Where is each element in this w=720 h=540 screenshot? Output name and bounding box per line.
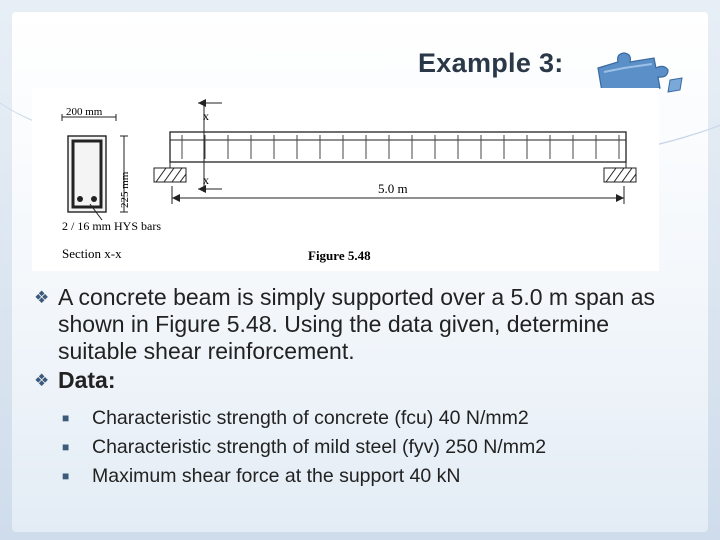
diamond-bullet-icon: ❖ — [34, 371, 50, 390]
beam-elevation — [154, 99, 636, 204]
span-label: 5.0 m — [378, 181, 408, 196]
list-item — [62, 404, 674, 433]
figure-caption: Figure 5.48 — [308, 248, 371, 263]
list-item-text: Maximum shear force at the support 40 kN — [92, 465, 461, 487]
list-item — [62, 462, 674, 491]
section-mark-bottom: x — [203, 173, 209, 187]
diamond-bullet-icon: ❖ — [34, 288, 50, 307]
dim-width-label: 200 mm — [66, 106, 103, 118]
square-bullet-icon: ■ — [62, 440, 70, 454]
bars-label: 2 / 16 mm HYS bars — [62, 219, 161, 233]
intro-text: A concrete beam is simply supported over a 5.0 m span as shown in Figure 5.48. Using the data given, determine suitable shear reinforcement. — [58, 284, 656, 364]
data-heading: Data: — [58, 367, 116, 393]
intro-bullet — [34, 284, 674, 365]
square-bullet-icon: ■ — [62, 411, 70, 425]
section-label: Section x-x — [62, 246, 122, 261]
beam-figure — [32, 88, 659, 271]
cross-section — [62, 106, 161, 261]
left-support — [154, 162, 186, 182]
beam-diagram — [32, 88, 659, 271]
list-item-text: Characteristic strength of mild steel (fyv) 250 N/mm2 — [92, 436, 547, 458]
data-bullet — [34, 367, 674, 394]
square-bullet-icon: ■ — [62, 469, 70, 483]
list-item-text: Characteristic strength of concrete (fcu) 40 N/mm2 — [92, 407, 529, 429]
slide-title: Example 3: — [418, 48, 564, 78]
list-item — [62, 433, 674, 462]
right-support — [604, 162, 636, 182]
slide-content — [34, 284, 674, 491]
data-list — [62, 404, 674, 491]
section-mark-top: x — [203, 109, 209, 123]
dim-depth-label: 225 mm — [119, 171, 131, 208]
